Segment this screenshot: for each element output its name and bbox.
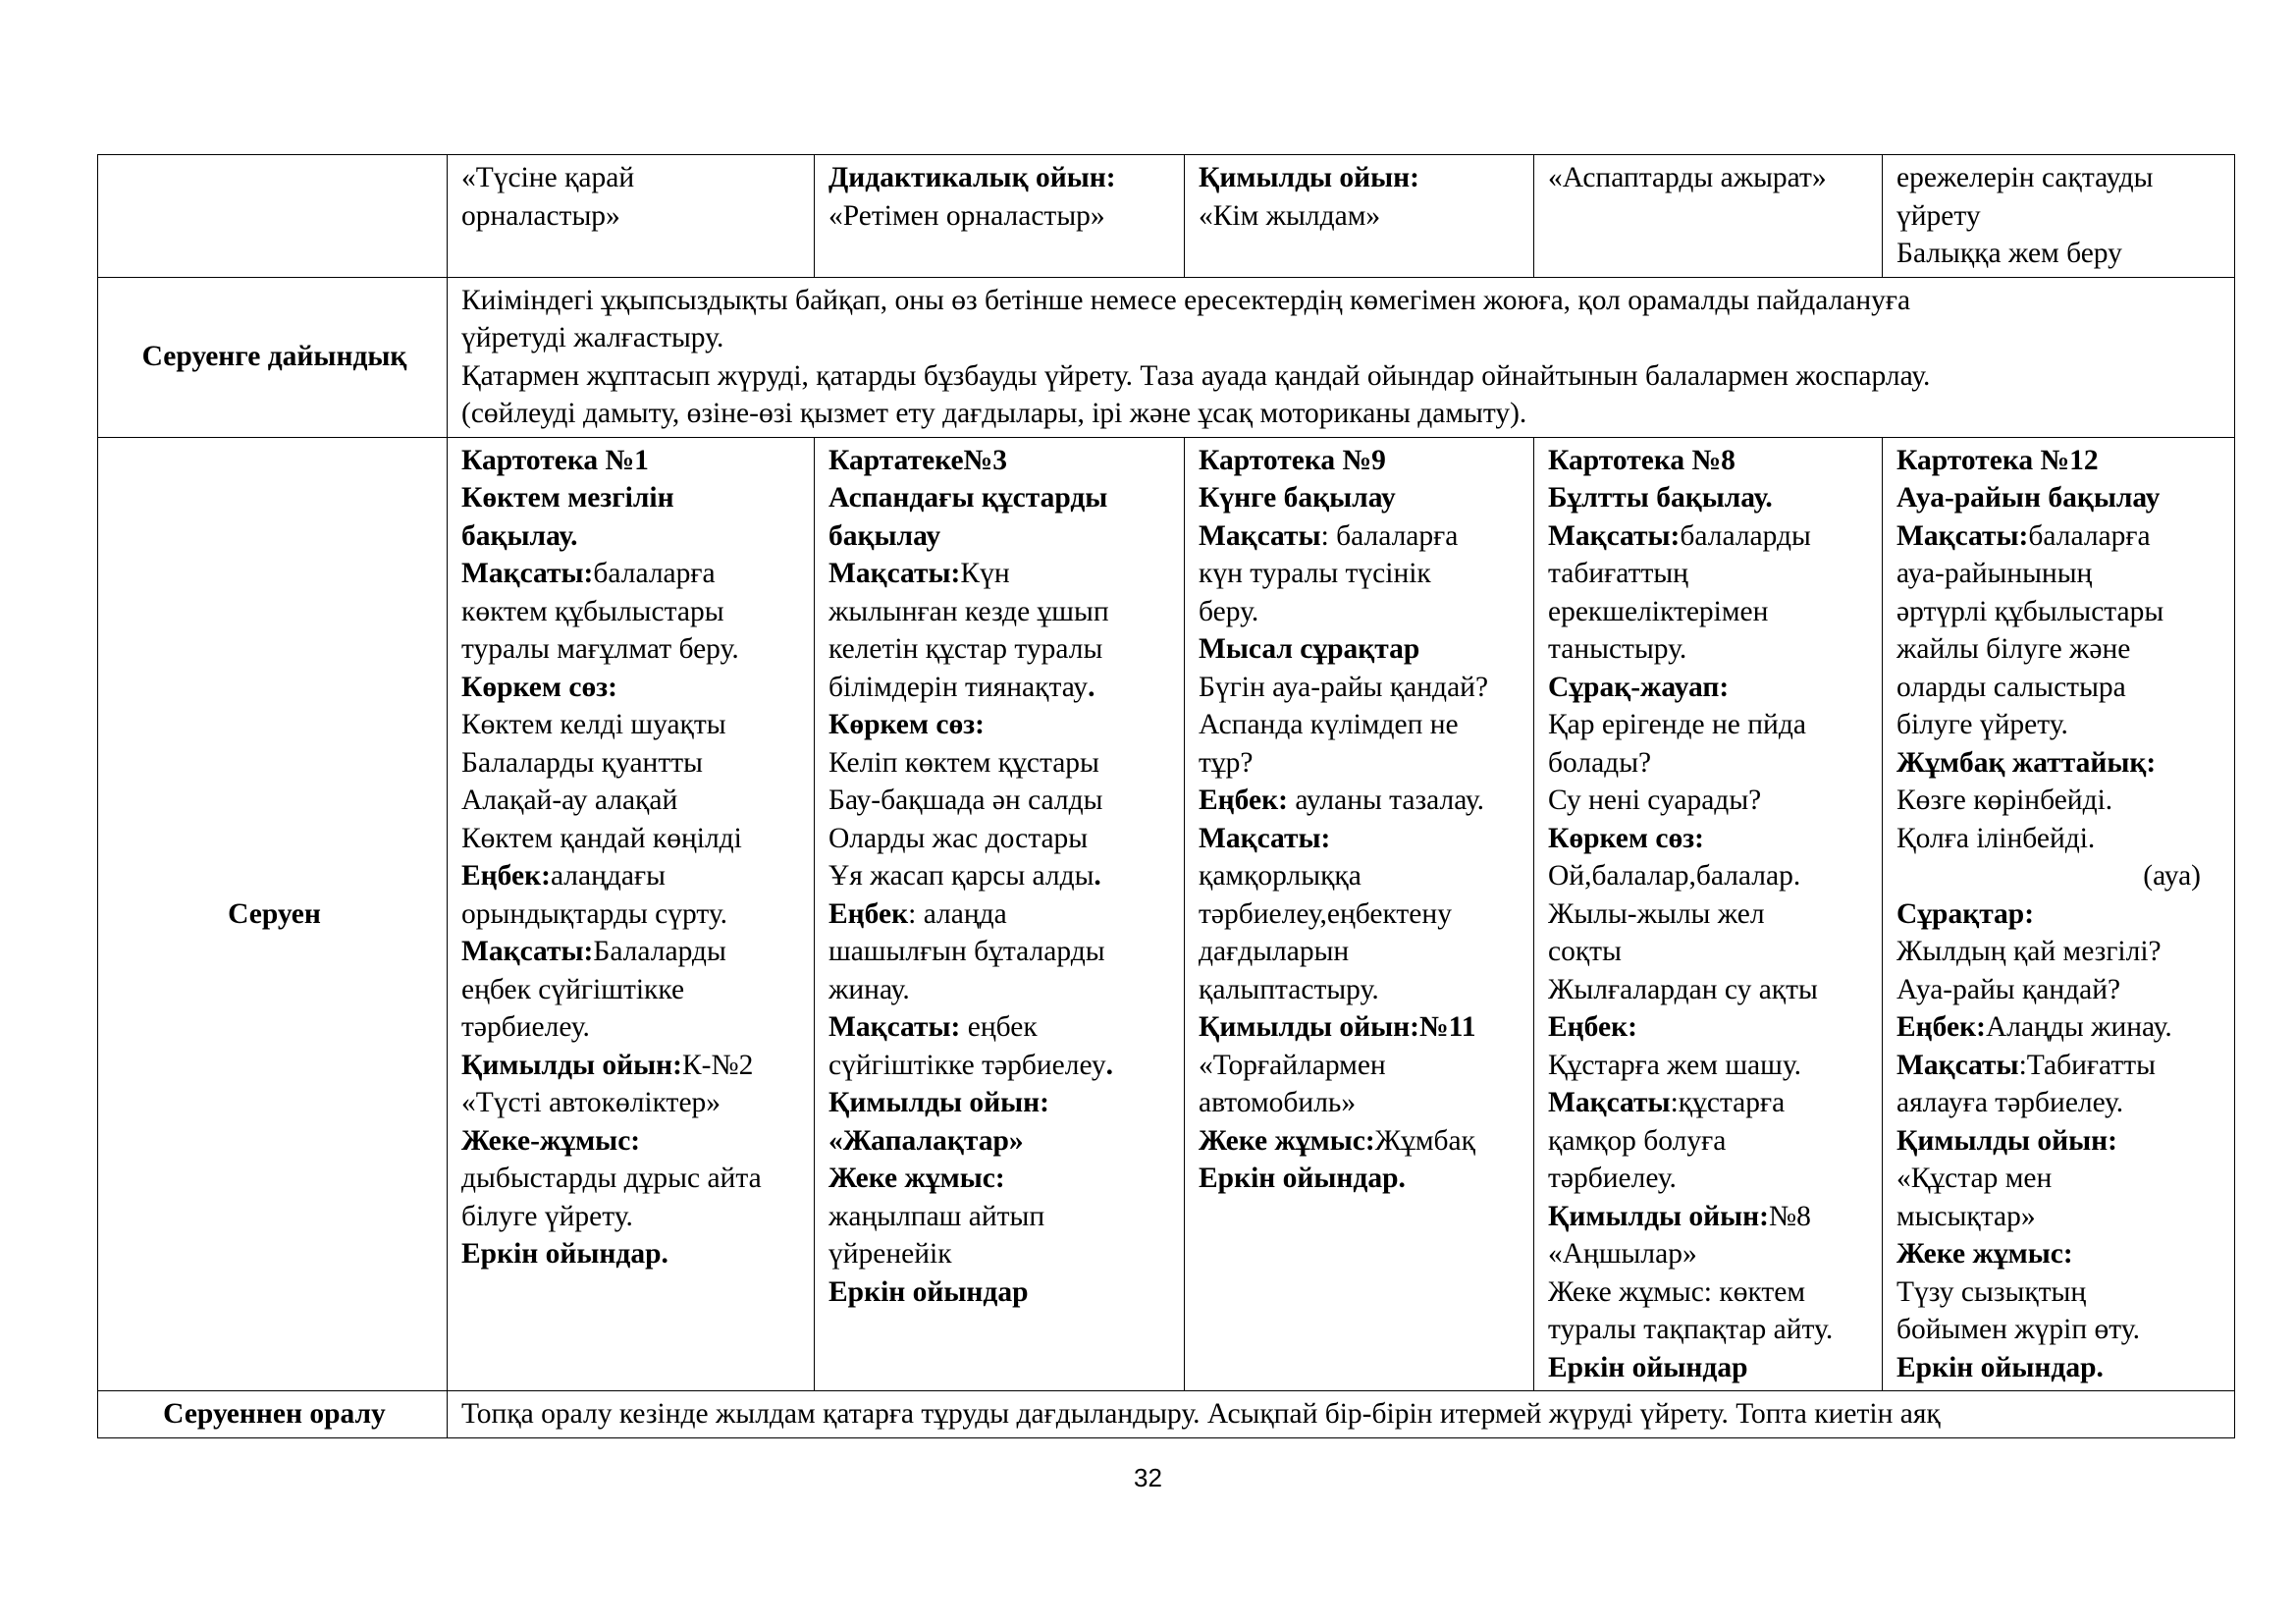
bold-text-run: Мақсаты [1199, 519, 1321, 552]
text-run: К-№2 [682, 1049, 754, 1081]
text-run: балаларға [593, 558, 716, 589]
games-cell-4 [1534, 155, 1883, 278]
cell-line [1199, 159, 1523, 197]
walk-card-8 [1534, 437, 1883, 1391]
cell-line [1548, 1235, 1872, 1273]
cell-line [1548, 593, 1872, 631]
cell-line [1896, 933, 2224, 971]
walk-card-1 [448, 437, 815, 1391]
bold-text-run: Сұрақтар: [1896, 897, 2035, 930]
cell-line [1548, 1008, 1872, 1047]
text-run: «Аңшылар» [1548, 1238, 1697, 1270]
bold-text-run: Мақсаты: [1548, 519, 1681, 552]
walk-card-3 [815, 437, 1185, 1391]
walk-prep-line: (сөйлеуді дамыту, өзіне-өзі қызмет ету дағдылары, ірі және ұсақ моториканы дамыту). [461, 398, 1527, 429]
cell-line [1896, 1008, 2224, 1047]
bold-text-run: Картотека №12 [1896, 444, 2099, 476]
text-run: үйренейік [828, 1238, 952, 1270]
text-run: :құстарға [1670, 1087, 1786, 1118]
cell-line [1896, 1273, 2224, 1312]
cell-line [828, 1160, 1174, 1198]
bold-text-run: Еңбек: [1548, 1011, 1637, 1043]
text-run: №8 [1769, 1200, 1811, 1232]
text-run: әртүрлі құбылыстары [1896, 595, 2164, 627]
cell-line [1896, 895, 2224, 934]
text-run: білімдерін тиянақтау [828, 671, 1089, 703]
cell-line [1896, 1047, 2224, 1085]
cell-line [1199, 820, 1523, 858]
bold-text-run: Еңбек [828, 897, 909, 930]
text-run: туралы тақпақтар айту. [1548, 1314, 1834, 1345]
cell-line [1199, 555, 1523, 593]
bold-text-run: Еркін ойындар [1548, 1351, 1748, 1383]
cell-line [1199, 442, 1523, 480]
cell-line [461, 1122, 804, 1161]
bold-text-run: Қимылды ойын: [828, 1087, 1049, 1118]
text-run: :Табиғатты [2018, 1049, 2156, 1081]
text-run: Су нені суарады? [1548, 785, 1762, 816]
text-run: білуге үйрету. [1896, 709, 2068, 740]
text-run: Балаларды қуантты [461, 746, 703, 779]
bold-text-run: Күнге бақылау [1199, 482, 1396, 514]
text-run: : алаңда [908, 897, 1007, 930]
cell-line [1896, 744, 2224, 783]
cell-line [828, 895, 1174, 934]
text-run: «Кім жылдам» [1199, 199, 1381, 232]
cell-line [1548, 1160, 1872, 1198]
text-run: жинау. [828, 973, 910, 1005]
cell-line [1548, 1198, 1872, 1236]
cell-line [1199, 1084, 1523, 1122]
bold-text-run: Қимылды ойын: [1548, 1200, 1769, 1232]
text-run: бойымен жүріп өту. [1896, 1314, 2140, 1345]
cell-line [461, 820, 804, 858]
cell-line [461, 442, 804, 480]
bold-text-run: Картотека №8 [1548, 444, 1735, 476]
text-run: үйрету [1896, 199, 1981, 232]
cell-line [1548, 1349, 1872, 1387]
text-run: болады? [1548, 746, 1652, 779]
cell-line [828, 479, 1174, 517]
text-run: Алаңды жинау. [1985, 1011, 2172, 1043]
text-run: тәрбиелеу. [461, 1011, 590, 1043]
bold-text-run: Картатеке№3 [828, 444, 1007, 476]
cell-line [828, 159, 1174, 197]
games-row [98, 155, 2235, 278]
cell-line [1199, 706, 1523, 744]
text-run: ауланы тазалау. [1287, 785, 1485, 816]
cell-line [1896, 1349, 2224, 1387]
bold-text-run: Көркем сөз: [828, 709, 985, 740]
cell-line [461, 706, 804, 744]
text-run: Ауа-райы қандай? [1896, 973, 2121, 1005]
bold-text-run: Мақсаты: [1896, 519, 2029, 552]
cell-line [461, 933, 804, 971]
text-run: дағдыларын [1199, 936, 1350, 967]
cell-line [828, 782, 1174, 820]
bold-text-run: . [1094, 860, 1101, 892]
walk-prep-line: үйретуді жалғастыру. [461, 322, 724, 353]
text-run: Көктем қандай көңілді [461, 822, 742, 854]
text-run: балаларды [1680, 519, 1811, 552]
bold-text-run: Көктем мезгілін [461, 482, 674, 514]
walk-prep-row [98, 277, 2235, 437]
cell-line [1199, 895, 1523, 934]
cell-line [461, 159, 804, 197]
text-run: жаңылпаш айтып [828, 1200, 1045, 1232]
cell-line [1548, 479, 1872, 517]
text-run: Күн [960, 558, 1010, 589]
text-run: жайлы білуге және [1896, 633, 2131, 665]
text-run: білуге үйрету. [461, 1200, 633, 1232]
cell-line [1548, 895, 1872, 934]
cell-line [1199, 782, 1523, 820]
cell-line [1548, 159, 1872, 197]
cell-line [1199, 971, 1523, 1009]
cell-line [1199, 1122, 1523, 1161]
cell-line [1896, 555, 2224, 593]
text-run: жылынған кезде ұшып [828, 595, 1109, 627]
text-run: тұр? [1199, 746, 1254, 779]
cell-line [461, 479, 804, 517]
bold-text-run: Қимылды ойын: [1896, 1124, 2117, 1157]
bold-text-run: Жеке-жұмыс: [461, 1124, 641, 1157]
cell-line [1199, 857, 1523, 895]
bold-text-run: Көркем сөз: [461, 671, 617, 703]
text-run: : балаларға [1320, 519, 1459, 552]
text-run: беру. [1199, 595, 1259, 627]
cell-line [828, 517, 1174, 556]
bold-text-run: Мақсаты [1896, 1049, 2019, 1081]
text-run: орналастыр» [461, 199, 620, 232]
text-run: таныстыру. [1548, 633, 1687, 665]
text-run: «Торғайлармен [1199, 1049, 1386, 1081]
cell-line [1199, 744, 1523, 783]
bold-text-run: Сұрақ-жауап: [1548, 671, 1730, 703]
walk-prep-text [448, 277, 2235, 437]
text-run: Жұмбақ [1374, 1124, 1475, 1157]
return-label: Серуеннен оралу [98, 1391, 448, 1438]
walk-prep-line: Қатармен жұптасып жүруді, қатарды бұзбауды үйрету. Таза ауада қандай ойындар ойнайтынын балалармен жоспарлау. [461, 359, 1931, 392]
bold-text-run: Картотека №9 [1199, 444, 1386, 476]
cell-line [1896, 706, 2224, 744]
text-run: Аспанда күлімдеп не [1199, 709, 1459, 740]
cell-line [461, 1235, 804, 1273]
cell-line [828, 857, 1174, 895]
cell-line [461, 517, 804, 556]
walk-card-12 [1883, 437, 2235, 1391]
text-run: балаларға [2028, 519, 2151, 552]
bold-text-run: Мақсаты: [461, 558, 594, 589]
text-run: Құстарға жем шашу. [1548, 1049, 1802, 1081]
text-run: «Құстар мен [1896, 1163, 2053, 1194]
cell-line [1896, 442, 2224, 480]
cell-line [1896, 630, 2224, 669]
text-run: күн туралы түсінік [1199, 558, 1431, 589]
text-run: Қолға ілінбейді. [1896, 822, 2096, 854]
cell-line [828, 706, 1174, 744]
cell-line [1199, 933, 1523, 971]
text-run: Көзге көрінбейді. [1896, 785, 2113, 816]
cell-line [1548, 820, 1872, 858]
cell-line [1548, 669, 1872, 707]
cell-line [828, 593, 1174, 631]
bold-text-run: Мақсаты: [461, 936, 594, 967]
cell-line [1548, 1273, 1872, 1312]
text-run: мысықтар» [1896, 1200, 2036, 1232]
text-run: орындықтарды сүрту. [461, 897, 728, 930]
cell-line [1896, 159, 2224, 197]
text-run: «Аспаптарды ажырат» [1548, 162, 1827, 193]
cell-line [461, 555, 804, 593]
cell-line [1199, 517, 1523, 556]
cell-line [828, 1047, 1174, 1085]
text-run: Түзу сызықтың [1896, 1275, 2087, 1308]
cell-line [1199, 593, 1523, 631]
text-run: еңбек [960, 1011, 1038, 1043]
text-run: Келіп көктем құстары [828, 746, 1099, 779]
cell-line [1548, 744, 1872, 783]
cell-line [828, 555, 1174, 593]
return-row [98, 1391, 2235, 1438]
text-run: туралы мағұлмат беру. [461, 633, 739, 665]
cell-line [828, 1122, 1174, 1161]
cell-line [461, 630, 804, 669]
cell-line [1896, 479, 2224, 517]
text-run: табиғаттың [1548, 558, 1688, 589]
cell-line [1548, 630, 1872, 669]
cell-line [1548, 555, 1872, 593]
cell-line [1199, 1047, 1523, 1085]
text-run: «Ретімен орналастыр» [828, 199, 1105, 232]
cell-line [461, 895, 804, 934]
walk-label: Серуен [98, 437, 448, 1391]
text-run: қамқорлыққа [1199, 860, 1362, 892]
cell-line [1896, 1122, 2224, 1161]
bold-text-run: Дидактикалық ойын: [828, 162, 1116, 193]
cell-line [1548, 1122, 1872, 1161]
bold-text-run: Жұмбақ жаттайық: [1896, 746, 2157, 779]
cell-line [461, 1084, 804, 1122]
cell-line [1199, 479, 1523, 517]
daily-plan-table [97, 154, 2235, 1438]
text-run: сүйгіштікке тәрбиелеу [828, 1049, 1106, 1081]
bold-text-run: Еркін ойындар. [461, 1238, 668, 1270]
text-run: Ой,балалар,балалар. [1548, 860, 1801, 892]
text-run: оларды салыстыра [1896, 671, 2126, 703]
cell-line [1199, 669, 1523, 707]
walk-prep-line: Киіміндегі ұқыпсыздықты байқап, оны өз бетінше немесе ересектердің көмегімен жоюға, қол орамалды пайдалануға [461, 284, 1911, 316]
cell-line [461, 1047, 804, 1085]
text-run: қамқор болуға [1548, 1124, 1727, 1157]
cell-line [1896, 197, 2224, 236]
bold-text-run: Қимылды ойын: [461, 1049, 682, 1081]
cell-line [1896, 1160, 2224, 1198]
cell-line [1548, 971, 1872, 1009]
text-run: Оларды жас достары [828, 822, 1089, 854]
text-run: дыбыстарды дұрыс айта [461, 1163, 762, 1194]
bold-text-run: Жеке жұмыс: [828, 1163, 1005, 1194]
bold-text-run: Жеке жұмыс: [1199, 1124, 1375, 1157]
games-row-label [98, 155, 448, 278]
cell-line [1896, 820, 2224, 858]
text-run: соқты [1548, 936, 1622, 967]
cell-line [461, 744, 804, 783]
cell-line [1896, 1084, 2224, 1122]
text-run: «Түсіне қарай [461, 162, 635, 193]
bold-text-run: Еңбек: [1896, 1011, 1986, 1043]
cell-line [461, 197, 804, 236]
cell-line [1548, 1084, 1872, 1122]
text-run: ауа-райынының [1896, 558, 2093, 589]
cell-line [1548, 1047, 1872, 1085]
cell-line [828, 1084, 1174, 1122]
text-run: көктем құбылыстары [461, 595, 724, 627]
bold-text-run: Аспандағы құстарды [828, 482, 1108, 514]
bold-text-run: Еркін ойындар. [1199, 1163, 1406, 1194]
bold-text-run: Қимылды ойын: [1199, 162, 1419, 193]
cell-line [828, 630, 1174, 669]
text-run: Жылы-жылы жел [1548, 897, 1765, 930]
cell-line [1548, 442, 1872, 480]
cell-line [828, 442, 1174, 480]
text-run: Балаларды [593, 936, 726, 967]
cell-line [1199, 1008, 1523, 1047]
cell-line [828, 971, 1174, 1009]
text-run: Қар ерігенде не пйда [1548, 709, 1806, 740]
cell-line [1896, 669, 2224, 707]
games-cell-1 [448, 155, 815, 278]
bold-text-run: Еркін ойындар. [1896, 1351, 2104, 1383]
cell-line [1548, 706, 1872, 744]
cell-line [1896, 971, 2224, 1009]
bold-text-run: Көркем сөз: [1548, 822, 1704, 854]
cell-line [1548, 782, 1872, 820]
cell-line [461, 1198, 804, 1236]
text-run: Бау-бақшада ән салды [828, 785, 1103, 816]
cell-line [1199, 630, 1523, 669]
text-run: Балыққа жем беру [1896, 238, 2122, 269]
text-run: Жылғалардан су ақты [1548, 973, 1818, 1005]
cell-line [461, 669, 804, 707]
text-run: ережелерін сақтауды [1896, 162, 2154, 193]
text-run: алаңдағы [550, 860, 666, 892]
games-cell-2 [815, 155, 1185, 278]
games-cell-5 [1883, 155, 2235, 278]
bold-text-run: Еңбек: [461, 860, 551, 892]
cell-line [1548, 933, 1872, 971]
walk-row [98, 437, 2235, 1391]
bold-text-run: Мақсаты: [828, 1011, 961, 1043]
cell-line [461, 1160, 804, 1198]
text-run: ерекшеліктерімен [1548, 595, 1769, 627]
bold-text-run: . [1105, 1049, 1113, 1081]
cell-line [461, 857, 804, 895]
bold-text-run: Мақсаты: [828, 558, 961, 589]
cell-line [1896, 235, 2224, 273]
bold-text-run: Мақсаты [1548, 1087, 1671, 1118]
cell-line [461, 1008, 804, 1047]
cell-line [1199, 197, 1523, 236]
bold-text-run: Жеке жұмыс: [1896, 1238, 2073, 1270]
text-run: қалыптастыру. [1199, 973, 1379, 1005]
text-run: тәрбиелеу,еңбектену [1199, 897, 1452, 930]
bold-text-run: Ауа-райын бақылау [1896, 482, 2161, 514]
cell-line [828, 1008, 1174, 1047]
bold-text-run: Еркін ойындар [828, 1275, 1029, 1308]
cell-line [1896, 517, 2224, 556]
cell-line [1896, 782, 2224, 820]
cell-line [828, 1273, 1174, 1312]
bold-text-run: бақылау. [461, 519, 578, 552]
text-run: Бүгін ауа-райы қандай? [1199, 671, 1489, 703]
text-run: автомобиль» [1199, 1087, 1357, 1118]
cell-line [828, 933, 1174, 971]
bold-text-run: Еңбек: [1199, 785, 1288, 816]
answer-text: (ауа) [2143, 860, 2201, 892]
bold-text-run: Мысал сұрақтар [1199, 633, 1420, 665]
text-run: Көктем келді шуақты [461, 709, 726, 740]
text-run: шашылғын бұталарды [828, 936, 1105, 967]
cell-line [1896, 593, 2224, 631]
walk-prep-label: Серуенге дайындық [98, 277, 448, 437]
page-number: 32 [1134, 1463, 1162, 1492]
cell-line [461, 971, 804, 1009]
cell-line [1548, 1311, 1872, 1349]
cell-line [1896, 857, 2224, 895]
games-cell-3 [1185, 155, 1534, 278]
cell-line [1199, 1160, 1523, 1198]
text-run: келетін құстар туралы [828, 633, 1103, 665]
walk-card-9 [1185, 437, 1534, 1391]
cell-line [461, 593, 804, 631]
text-run: Жеке жұмыс: көктем [1548, 1275, 1806, 1308]
cell-line [1896, 1198, 2224, 1236]
text-run: «Түсті автокөліктер» [461, 1087, 721, 1118]
bold-text-run: бақылау [828, 519, 941, 552]
cell-line [461, 782, 804, 820]
text-run: Ұя жасап қарсы алды [828, 860, 1095, 892]
cell-line [1548, 517, 1872, 556]
bold-text-run: Картотека №1 [461, 444, 649, 476]
text-run: Жылдың қай мезгілі? [1896, 936, 2162, 967]
bold-text-run: . [1088, 671, 1095, 703]
cell-line [1896, 1235, 2224, 1273]
cell-line [1896, 1311, 2224, 1349]
cell-line [828, 744, 1174, 783]
return-text: Топқа оралу кезінде жылдам қатарға тұруды дағдыландыру. Асықпай бір-бірін итермей жүруді үйрету. Топта киетін аяқ [448, 1391, 2235, 1438]
cell-line [828, 669, 1174, 707]
bold-text-run: «Жапалақтар» [828, 1124, 1024, 1157]
bold-text-run: Бұлтты бақылау. [1548, 482, 1773, 514]
cell-line [828, 197, 1174, 236]
bold-text-run: Қимылды ойын:№11 [1199, 1011, 1476, 1043]
text-run: тәрбиелеу. [1548, 1163, 1677, 1194]
cell-line [1548, 857, 1872, 895]
text-run: аялауға тәрбиелеу. [1896, 1087, 2124, 1118]
cell-line [828, 1235, 1174, 1273]
text-run: Алақай-ау алақай [461, 785, 678, 816]
text-run: еңбек сүйгіштікке [461, 973, 685, 1005]
cell-line [828, 820, 1174, 858]
cell-line [828, 1198, 1174, 1236]
bold-text-run: Мақсаты: [1199, 822, 1331, 854]
